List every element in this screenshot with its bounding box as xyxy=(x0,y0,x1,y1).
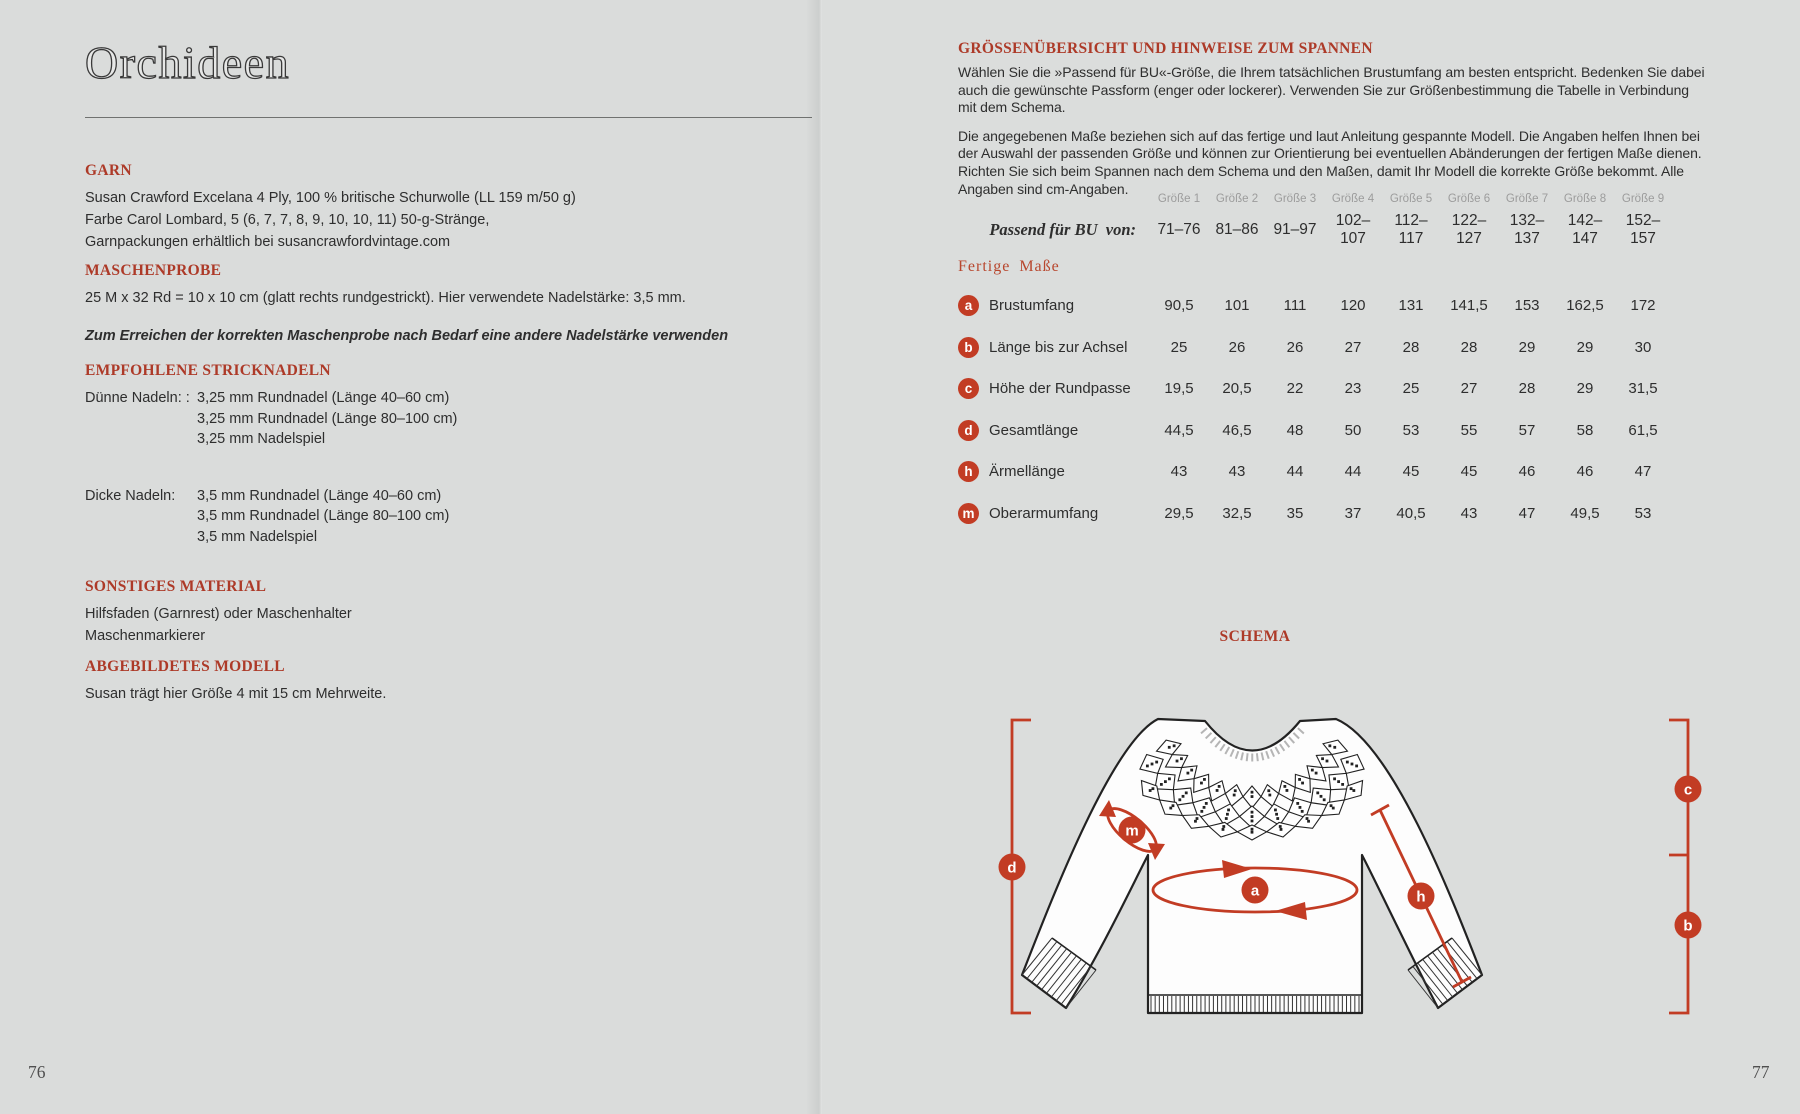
page-number-left: 76 xyxy=(28,1062,46,1082)
cb-bracket xyxy=(1669,720,1688,1013)
size-column-header: Größe 3 xyxy=(1273,193,1317,205)
measurement-key-badge: a xyxy=(958,295,979,316)
section-heading-modell: ABGEBILDETES MODELL xyxy=(85,658,285,675)
measurement-row xyxy=(958,327,1674,369)
bu-range-value: 81–86 xyxy=(1215,221,1259,238)
size-column-header: Größe 4 xyxy=(1331,193,1375,205)
page-title: Orchideen xyxy=(85,37,291,88)
stricknadeln-section xyxy=(85,362,785,548)
needle-item: 3,5 mm Rundnadel (Länge 40–60 cm) xyxy=(197,487,442,504)
section-heading-groessenuebersicht: GRÖSSENÜBERSICHT UND HINWEISE ZUM SPANNEN xyxy=(958,40,1373,57)
measurement-value: 44 xyxy=(1344,463,1362,481)
measurement-row xyxy=(958,493,1674,535)
size-header-row xyxy=(958,186,1674,212)
needle-item: 3,25 mm Rundnadel (Länge 40–60 cm) xyxy=(197,390,450,406)
section-heading-garn: GARN xyxy=(85,162,132,179)
maschenprobe-section xyxy=(85,262,785,310)
measurement-value: 30 xyxy=(1634,338,1652,356)
measurement-value: 44 xyxy=(1286,463,1304,481)
measurement-value: 40,5 xyxy=(1396,504,1426,522)
measurement-value: 55 xyxy=(1460,421,1478,439)
size-column-header: Größe 2 xyxy=(1215,193,1259,205)
needle-group-items xyxy=(197,388,785,450)
measurement-value: 28 xyxy=(1460,338,1478,356)
measurement-key-badge: b xyxy=(958,337,979,358)
svg-text:d: d xyxy=(1007,859,1017,877)
measurement-value: 47 xyxy=(1518,504,1536,522)
svg-text:h: h xyxy=(1416,888,1426,906)
body-line: Maschenmarkierer xyxy=(85,627,206,644)
body-line: 25 M x 32 Rd = 10 x 10 cm (glatt rechts rundgestrickt). Hier verwendete Nadelstärke: 3,5 mm. xyxy=(85,290,686,306)
size-column-header: Größe 9 xyxy=(1621,193,1665,205)
measurement-value: 26 xyxy=(1286,338,1304,356)
title-divider xyxy=(85,117,812,118)
finished-measures-heading: Fertige Maße xyxy=(958,258,1060,275)
intro-paragraph: Wählen Sie die »Passend für BU«-Größe, die Ihrem tatsächlichen Brustumfang am besten entspricht. Bedenken Sie dabei auch die gewünschte Passform (enger oder lockerer). Verwenden Sie zur Größenbestimmung die Tabelle in Verbindung mit dem Schema. xyxy=(958,64,1705,116)
bu-range-value: 152–157 xyxy=(1625,212,1661,247)
section-heading-stricknadeln: EMPFOHLENE STRICKNADELN xyxy=(85,362,331,379)
measurement-value: 25 xyxy=(1170,338,1188,356)
measurement-name: Oberarmumfang xyxy=(989,504,1099,522)
measurement-label-cell xyxy=(958,378,1150,399)
measurement-value: 27 xyxy=(1344,338,1362,356)
sweater-outline xyxy=(1022,719,1482,1013)
needle-item: 3,25 mm Rundnadel (Länge 80–100 cm) xyxy=(197,410,458,427)
measurement-name: Ärmellänge xyxy=(989,463,1065,481)
svg-text:c: c xyxy=(1683,781,1693,799)
measurement-value: 37 xyxy=(1344,504,1362,522)
measurement-value: 111 xyxy=(1283,297,1307,315)
size-column-header: Größe 6 xyxy=(1447,193,1491,205)
schema-marker-d xyxy=(999,854,1026,881)
bu-row xyxy=(958,212,1674,247)
measurement-label-cell xyxy=(958,420,1150,441)
gauge-note xyxy=(85,326,785,348)
measurement-value: 61,5 xyxy=(1628,421,1658,439)
measurement-value: 22 xyxy=(1286,380,1304,398)
measurement-value: 53 xyxy=(1402,421,1420,439)
measurement-rows xyxy=(958,285,1674,534)
body-line: Hilfsfaden (Garnrest) oder Maschenhalter xyxy=(85,606,352,622)
bu-range-value: 122–127 xyxy=(1451,212,1487,247)
measurement-value: 46 xyxy=(1518,463,1536,481)
garn-section xyxy=(85,162,785,253)
bu-range-value: 142–147 xyxy=(1567,212,1603,247)
measurement-value: 48 xyxy=(1286,421,1304,439)
body-line: Farbe Carol Lombard, 5 (6, 7, 7, 8, 9, 10, 10, 11) 50-g-Stränge, xyxy=(85,211,490,228)
intro-paragraph: Die angegebenen Maße beziehen sich auf das fertige und laut Anleitung gespannte Modell. Die Angaben helfen Ihnen bei der Auswahl der passenden Größe und können zur Orientierung bei eventuellen Abänderungen der fertigen Maße dienen. Richten Sie sich beim Spannen nach dem Schema und den Maßen, damit Ihr Modell die korrekte Größe bekommt. Alle Angaben sind cm-Angaben. xyxy=(958,127,1702,197)
measurement-key-badge: h xyxy=(958,461,979,482)
measurement-name: Brustumfang xyxy=(989,297,1075,315)
measurement-value: 45 xyxy=(1402,463,1420,481)
schema-diagram xyxy=(980,685,1720,1035)
measurement-value: 101 xyxy=(1224,297,1250,315)
measurement-value: 35 xyxy=(1286,504,1304,522)
measurement-row xyxy=(958,368,1674,410)
sonstiges-section xyxy=(85,578,785,648)
modell-section xyxy=(85,658,785,706)
body-line: Garnpackungen erhältlich bei susancrawfordvintage.com xyxy=(85,233,451,250)
bu-range-value: 71–76 xyxy=(1157,221,1201,238)
measurement-value: 172 xyxy=(1630,297,1656,315)
measurement-value: 23 xyxy=(1344,380,1362,398)
measurement-value: 46 xyxy=(1576,463,1594,481)
measurement-value: 131 xyxy=(1398,297,1424,315)
size-column-header: Größe 5 xyxy=(1389,193,1433,205)
measurement-value: 20,5 xyxy=(1222,380,1252,398)
needle-group-thick xyxy=(85,486,785,548)
schema-marker-h xyxy=(1408,883,1435,910)
section-heading-sonstiges: SONSTIGES MATERIAL xyxy=(85,578,267,595)
measurement-value: 49,5 xyxy=(1570,504,1600,522)
measurement-value: 29,5 xyxy=(1164,504,1194,522)
measurement-value: 57 xyxy=(1518,421,1536,439)
measurement-name: Länge bis zur Achsel xyxy=(989,338,1128,356)
measurement-value: 27 xyxy=(1460,380,1478,398)
svg-text:b: b xyxy=(1683,917,1693,935)
measurement-value: 28 xyxy=(1518,380,1536,398)
needle-group-thin xyxy=(85,388,785,450)
measurement-row xyxy=(958,410,1674,452)
measurement-value: 53 xyxy=(1634,504,1652,522)
note-line: Zum Erreichen der korrekten Maschenprobe nach Bedarf eine andere Nadelstärke verwenden xyxy=(85,328,729,344)
measurement-value: 26 xyxy=(1228,338,1246,356)
page-number-right: 77 xyxy=(1752,1062,1770,1082)
needle-group-label: Dicke Nadeln: xyxy=(85,487,176,504)
needle-item: 3,5 mm Nadelspiel xyxy=(197,528,318,545)
schema-marker-b xyxy=(1675,912,1702,939)
sizing-intro xyxy=(958,40,1710,198)
needle-item: 3,25 mm Nadelspiel xyxy=(197,431,326,448)
measurement-label-cell xyxy=(958,337,1150,358)
measurement-value: 45 xyxy=(1460,463,1478,481)
measurement-value: 32,5 xyxy=(1222,504,1252,522)
measurement-name: Höhe der Rundpasse xyxy=(989,380,1131,398)
schema-marker-c xyxy=(1675,776,1702,803)
body-line: Susan trägt hier Größe 4 mit 15 cm Mehrweite. xyxy=(85,686,387,702)
measurement-value: 120 xyxy=(1340,297,1366,315)
measurement-value: 19,5 xyxy=(1164,380,1194,398)
size-table xyxy=(958,186,1674,534)
measurement-value: 31,5 xyxy=(1628,380,1658,398)
measurement-value: 50 xyxy=(1344,421,1362,439)
body-line: Susan Crawford Excelana 4 Ply, 100 % britische Schurwolle (LL 159 m/50 g) xyxy=(85,190,576,206)
measurement-value: 43 xyxy=(1460,504,1478,522)
schema-heading: SCHEMA xyxy=(1219,628,1291,645)
measurement-value: 29 xyxy=(1576,380,1594,398)
measurement-label-cell xyxy=(958,295,1150,316)
needle-item: 3,5 mm Rundnadel (Länge 80–100 cm) xyxy=(197,508,450,525)
bu-row-label: Passend für BU von: xyxy=(989,220,1136,239)
measurement-key-badge: c xyxy=(958,378,979,399)
measurement-value: 58 xyxy=(1576,421,1594,439)
measurement-value: 90,5 xyxy=(1164,297,1194,315)
measurement-value: 43 xyxy=(1228,463,1246,481)
bu-range-value: 91–97 xyxy=(1273,221,1317,238)
right-page xyxy=(822,0,1800,1114)
measurement-key-badge: d xyxy=(958,420,979,441)
measurement-name: Gesamtlänge xyxy=(989,421,1079,439)
measurement-key-badge: m xyxy=(958,503,979,524)
left-page xyxy=(0,0,822,1114)
measurement-label-cell xyxy=(958,461,1150,482)
section-heading-maschenprobe: MASCHENPROBE xyxy=(85,262,222,279)
needle-group-items xyxy=(197,486,785,548)
size-column-header: Größe 8 xyxy=(1563,193,1607,205)
measurement-value: 47 xyxy=(1634,463,1652,481)
svg-text:a: a xyxy=(1250,882,1260,900)
measurement-value: 43 xyxy=(1170,463,1188,481)
measurement-value: 28 xyxy=(1402,338,1420,356)
schema-marker-m xyxy=(1119,817,1146,844)
measurement-value: 29 xyxy=(1518,338,1536,356)
measurement-label-cell xyxy=(958,503,1150,524)
needle-group-label: Dünne Nadeln: : xyxy=(85,390,190,406)
measurement-value: 162,5 xyxy=(1566,297,1604,315)
size-column-header: Größe 1 xyxy=(1157,193,1201,205)
measurement-row xyxy=(958,285,1674,327)
size-column-header: Größe 7 xyxy=(1505,193,1549,205)
bu-range-value: 102–107 xyxy=(1335,212,1371,247)
measurement-value: 141,5 xyxy=(1450,297,1488,315)
measurement-value: 29 xyxy=(1576,338,1594,356)
measurement-value: 46,5 xyxy=(1222,421,1252,439)
measurement-row xyxy=(958,451,1674,493)
bu-range-value: 112–117 xyxy=(1394,212,1428,247)
measurement-value: 25 xyxy=(1402,380,1420,398)
schema-marker-a xyxy=(1242,877,1269,904)
measurement-value: 153 xyxy=(1514,297,1540,315)
svg-text:m: m xyxy=(1125,822,1139,840)
bu-range-value: 132–137 xyxy=(1509,212,1545,247)
measurement-value: 44,5 xyxy=(1164,421,1194,439)
